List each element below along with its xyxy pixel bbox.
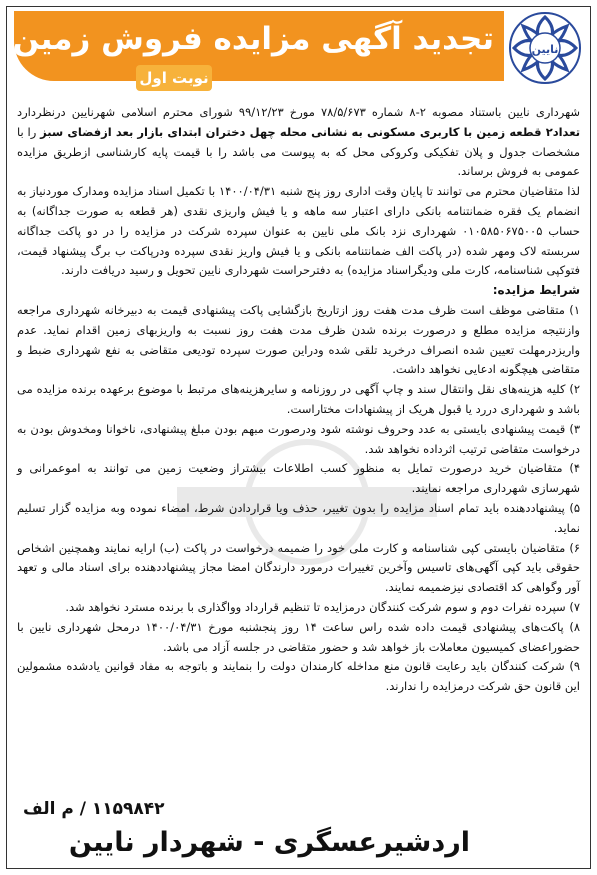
signature: اردشیرعسگری - شهردار نایین <box>68 827 470 858</box>
ad-body <box>17 103 580 697</box>
logo-text: نایین <box>531 43 559 56</box>
condition-item: ۴) متقاضیان خرید درصورت تمایل به منظور کسب اطلاعات بیشتراز وضعیت زمین می توانند به اموعمرانی و شهرسازی شهرداری مراجعه نمایند. <box>17 461 580 496</box>
advertisement-frame <box>6 6 591 869</box>
condition-item: ۶) متقاضیان بایستی کپی شناسنامه و کارت ملی خود را ضمیمه درخواست در پاکت (ب) ارایه نمایند وهمچنین اشخاص حقوقی باید کپی آگهی‌های تاسیس وآخرین تغییرات درمورد دارندگان امضا مجاز پیشنهاددهنده برای اسناد مالی و تعهد آور وگواهی کد اقتصادی نیزضمیمه نمایند. <box>17 540 580 595</box>
condition-item: ۲) کلیه هزینه‌های نقل وانتقال سند و چاپ آگهی در روزنامه و سایرهزینه‌های مرتبط با موضوع برعهده برنده مزایده می باشد و شهرداری دررد یا قبول هریک از پیشنهادات مختاراست. <box>17 382 580 416</box>
ad-code: ۱۱۵۹۸۴۲ / م الف <box>23 799 165 819</box>
condition-item: ۱) متقاضی موظف است ظرف مدت هفت روز ازتاریخ بازگشایی پاکت پیشنهادی قیمت به دبیرخانه شهرداری مراجعه وازنتیجه مزایده مطلع و درصورت برنده شدن ظرف مدت هفت روز نسبت به واریزبهای زمین اقدام نماید. عدم واریزدرمهلت تعیین شده انصراف درخرید تلقی شده ودراین صورت سپرده تودیعی متقاضی به نفع شهرداری ضبط و متقاضی هیچگونه ادعایی نخواهد داشت. <box>17 302 580 377</box>
intro-text-1: شهرداری نایین باستناد مصوبه ۲-۸ شماره ۷۸/۵/۶۷۳ مورخ ۹۹/۱۲/۲۳ شورای محترم اسلامی شهرنایین درنظردارد <box>17 105 580 119</box>
municipality-logo-icon <box>508 11 582 85</box>
condition-item: ۹) شرکت کنندگان باید رعایت قانون منع مداخله کارمندان دولت را بنمایند و باتوجه به مفاد قوانین یادشده مشمولین این قانون حق شرکت درمزایده را ندارند. <box>17 659 580 694</box>
intro-bold-text: تعداد۲ قطعه زمین با کاربری مسکونی به نشانی محله چهل دختران ابتدای بازار بعد ازفضای سبز <box>40 124 581 139</box>
ad-title: تجدید آگهی مزایده فروش زمین <box>12 21 494 57</box>
header <box>7 7 590 107</box>
condition-item: ۳) قیمت پیشنهادی بایستی به عدد وحروف نوشته شود ودرصورت مبهم بودن مبلغ پیشنهادی، ناخوانا ومخدوش بودن به درخواست متقاضی ترتیب اثرداده نخواهد شد. <box>17 421 580 456</box>
condition-item: ۸) پاکت‌های پیشنهادی قیمت داده شده راس ساعت ۱۴ روز پنجشنبه مورخ ۱۴۰۰/۰۴/۳۱ درمحل شهرداری نایین با حضوراعضای کمیسیون معاملات باز خواهد شد و حضور متقاضی در جلسه آزاد می باشد. <box>17 619 580 654</box>
condition-item: ۷) سپرده نفرات دوم و سوم شرکت کنندگان درمزایده تا تنظیم قرارداد وواگذاری با برنده مسترد نخواهد شد. <box>65 599 580 614</box>
intro-text-2: را با مشخصات جدول و پلان تفکیکی وکروکی محل که به پیوست می باشد را با قیمت پایه کارشناسی ازطریق مزایده عمومی به فروش برساند. <box>17 124 580 179</box>
conditions-heading: شرایط مزایده: <box>492 283 580 298</box>
round-badge: نوبت اول <box>136 65 212 91</box>
intro-paragraph <box>17 103 580 182</box>
submission-paragraph: لذا متقاضیان محترم می توانند تا پایان وقت اداری روز پنج شنبه ۱۴۰۰/۰۴/۳۱ با تکمیل اسناد مزایده ومدارک موردنیاز به انضمام یک فقره ضمانتنامه بانکی دارای اعتبار سه ماهه و یا فیش واریزی نقدی (هر قطعه به صورت جداگانه) به حساب ۰۱۰۵۸۵۰۶۷۵۰۰۵ شهرداری نزد بانک ملی نایین به عنوان سپرده شرکت در مزایده را در دو پاکت جداگانه سربسته لاک ومهر شده (در پاکت الف ضمانتنامه بانکی و یا فیش واریز نقدی سپرده ودرپاکت ب برگ پیشنهاد قیمت، فتوکپی شناسنامه، کارت ملی ودیگراسناد مزایده) به دفترحراست شهرداری نایین تحویل و رسید دریافت دارند. <box>17 184 580 278</box>
condition-item: ۵) پیشنهاددهنده باید تمام اسناد مزایده را بدون تغییر، حذف ویا قراردادن شرط، امضاء نموده وبه مزایده گزار تسلیم نماید. <box>17 500 580 535</box>
